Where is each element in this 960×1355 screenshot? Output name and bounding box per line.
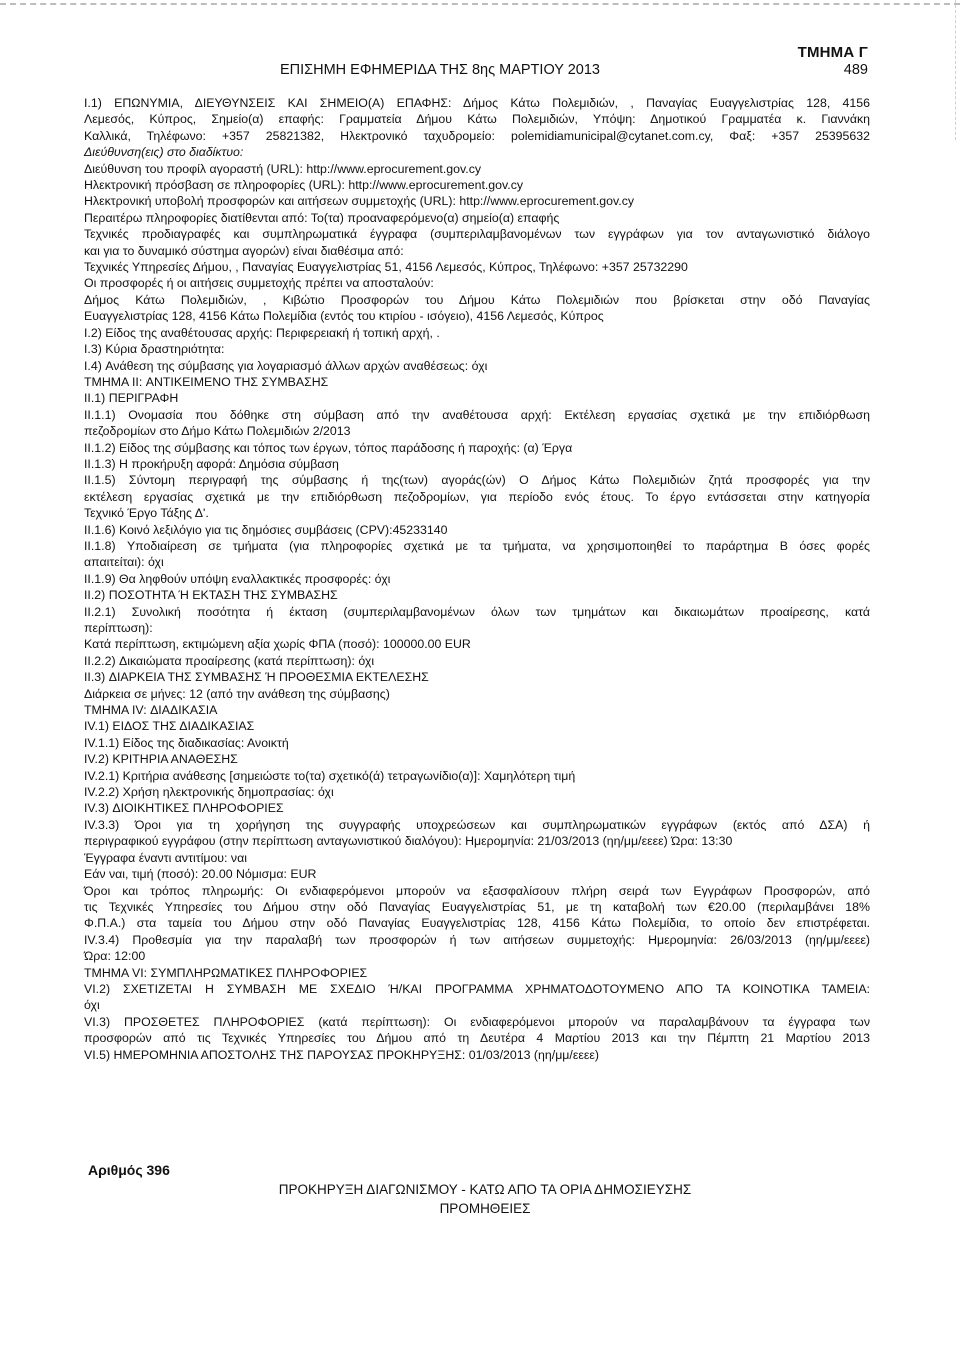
body-line: IV.1.1) Είδος της διαδικασίας: Ανοικτή bbox=[84, 735, 289, 750]
body-line: προσφορών από τις Τεχνικές Υπηρεσίες του Δήμου από τη Δευτέρα 4 Μαρτίου 2013 και την Πέμπτη 21 Μαρτίου 2013 bbox=[84, 1031, 870, 1046]
body-line: II.2.2) Δικαιώματα προαίρεσης (κατά περίπτωση): όχι bbox=[84, 653, 375, 668]
body-line: II.1.6) Κοινό λεξιλόγιο για τις δημόσιες συμβάσεις (CPV):45233140 bbox=[84, 522, 448, 537]
body-line: Λεμεσός, Κύπρος, Σημείο(α) επαφής: Γραμματεία Δήμου Κάτω Πολεμιδιών, Υπόψη: Δημοτικού Γραμματέα κ. Γιαννάκη bbox=[84, 112, 870, 127]
body-line: περίπτωση): bbox=[84, 621, 153, 635]
body-line: Όροι και τρόπος πληρωμής: Οι ενδιαφερόμενοι μπορούν να εξασφαλίσουν πλήρη σειρά των Εγγράφων Προσφορών, από bbox=[84, 883, 870, 898]
body-line: II.2) ΠΟΣΟΤΗΤΑ Ή ΕΚΤΑΣΗ ΤΗΣ ΣΥΜΒΑΣΗΣ bbox=[84, 588, 338, 603]
body-line: Οι προσφορές ή οι αιτήσεις συμμετοχής πρέπει να αποσταλούν: bbox=[84, 276, 434, 291]
body-line: II.2.1) Συνολική ποσότητα ή έκταση (συμπεριλαμβανομένων όλων των τμημάτων και δικαιωμάτων προαίρεσης, κατά bbox=[84, 604, 870, 619]
scan-right-edge bbox=[955, 0, 956, 140]
notice-number: Αριθμός 396 bbox=[88, 1162, 170, 1178]
body-line: απαιτείται): όχι bbox=[84, 555, 164, 570]
body-line: και για το δυναμικό σύστημα αγορών) είναι διαθέσιμα από: bbox=[84, 243, 404, 258]
body-line: Περαιτέρω πληροφορίες διατίθενται από: Το(τα) προαναφερόμενο(α) σημείο(α) επαφής bbox=[84, 210, 560, 225]
notice-title-line-1: ΠΡΟΚΗΡΥΞΗ ΔΙΑΓΩΝΙΣΜΟΥ - ΚΑΤΩ ΑΠΟ ΤΑ ΟΡΙΑ ΔΗΜΟΣΙΕΥΣΗΣ bbox=[278, 1182, 692, 1197]
body-line: Διεύθυνση του προφίλ αγοραστή (URL): http://www.eprocurement.gov.cy bbox=[84, 161, 482, 176]
gazette-title: ΕΠΙΣΗΜΗ ΕΦΗΜΕΡΙΔΑ ΤΗΣ 8ης ΜΑΡΤΙΟΥ 2013 bbox=[280, 62, 600, 78]
body-line: IV.1) ΕΙΔΟΣ ΤΗΣ ΔΙΑΔΙΚΑΣΙΑΣ bbox=[84, 719, 255, 734]
body-line: ΤΜΗΜΑ VI: ΣΥΜΠΛΗΡΩΜΑΤΙΚΕΣ ΠΛΗΡΟΦΟΡΙΕΣ bbox=[84, 965, 368, 980]
body-line: Ηλεκτρονική πρόσβαση σε πληροφορίες (URL): http://www.eprocurement.gov.cy bbox=[84, 178, 524, 193]
body-line: II.3) ΔΙΑΡΚΕΙΑ ΤΗΣ ΣΥΜΒΑΣΗΣ Ή ΠΡΟΘΕΣΜΙΑ ΕΚΤΕΛΕΣΗΣ bbox=[84, 670, 429, 685]
body-line: II.1.8) Υποδιαίρεση σε τμήματα (για πληροφορίες σχετικά με τα τμήματα, να χρησιμοποιηθεί το παράρτημα Β όσες φορές bbox=[84, 538, 870, 553]
body-line: Καλλικά, Τηλέφωνο: +357 25821382, Ηλεκτρονικό ταχυδρομείο: polemidiamunicipal@cytanet.com.cy, Φαξ: +357 25395632 bbox=[84, 128, 870, 143]
body-line: όχι bbox=[84, 998, 100, 1013]
body-line: Κατά περίπτωση, εκτιμώμενη αξία χωρίς ΦΠΑ (ποσό): 100000.00 EUR bbox=[84, 637, 471, 652]
notice-body bbox=[84, 95, 870, 1063]
body-line: IV.2.1) Κριτήρια ανάθεσης [σημειώστε το(τα) σχετικό(ά) τετραγωνίδιο(α)]: Χαμηλότερη τιμή bbox=[84, 768, 576, 783]
body-line: II.1.5) Σύντομη περιγραφή της σύμβασης ή της(των) αγοράς(ών) Ο Δήμος Κάτω Πολεμιδιών ζητά προσφορές για την bbox=[84, 473, 870, 488]
notice-title bbox=[255, 1180, 715, 1218]
body-line: I.3) Κύρια δραστηριότητα: bbox=[84, 342, 225, 357]
body-line: Εάν ναι, τιμή (ποσό): 20.00 Νόμισμα: EUR bbox=[84, 867, 317, 882]
body-line: περιγραφικού εγγράφου (στην περίπτωση ανταγωνιστικού διαλόγου): Ημερομηνία: 21/03/2013 (ηη/μμ/εεεε) Ώρα: 13:30 bbox=[84, 834, 733, 849]
scan-top-edge bbox=[0, 3, 960, 5]
body-line: Διεύθυνση(εις) στο διαδίκτυο: bbox=[84, 145, 244, 160]
body-line: εκτέλεση εργασίας σχετικά με την επιδιόρθωση πεζοδρομίων, για περίοδο ενός έτους. Το έργο εντάσσεται στην κατηγορία bbox=[84, 489, 870, 504]
body-line: II.1.1) Ονομασία που δόθηκε στη σύμβαση από την αναθέτουσα αρχή: Εκτέλεση εργασίας σχετικά με την επιδιόρθωση bbox=[84, 407, 870, 422]
body-line: I.2) Είδος της αναθέτουσας αρχής: Περιφερειακή ή τοπική αρχή, . bbox=[84, 325, 440, 340]
section-label: ΤΜΗΜΑ Γ bbox=[797, 44, 868, 61]
body-line: IV.3.4) Προθεσμία για την παραλαβή των προσφορών ή των αιτήσεων συμμετοχής: Ημερομηνία: 26/03/2013 (ηη/μμ/εεεε) bbox=[84, 932, 870, 947]
body-line: Ώρα: 12:00 bbox=[84, 949, 146, 964]
body-line: II.1.3) Η προκήρυξη αφορά: Δημόσια σύμβαση bbox=[84, 456, 339, 471]
body-line: Διάρκεια σε μήνες: 12 (από την ανάθεση της σύμβασης) bbox=[84, 686, 390, 701]
body-line: VI.5) ΗΜΕΡΟΜΗΝΙΑ ΑΠΟΣΤΟΛΗΣ ΤΗΣ ΠΑΡΟΥΣΑΣ ΠΡΟΚΗΡΥΞΗΣ: 01/03/2013 (ηη/μμ/εεεε) bbox=[84, 1047, 599, 1062]
body-line: VI.2) ΣΧΕΤΙΖΕΤΑΙ Η ΣΥΜΒΑΣΗ ΜΕ ΣΧΕΔΙΟ Ή/ΚΑΙ ΠΡΟΓΡΑΜΜΑ ΧΡΗΜΑΤΟΔΟΤΟΥΜΕΝΟ ΑΠΟ ΤΑ ΚΟΙΝΟΤΙΚΑ ΤΑΜΕΙΑ: bbox=[84, 981, 870, 996]
body-line: Ευαγγελιστρίας 128, 4156 Κάτω Πολεμίδια (εντός του κτιρίου - ισόγειο), 4156 Λεμεσός, Κύπρος bbox=[84, 309, 604, 324]
body-line: IV.3) ΔΙΟΙΚΗΤΙΚΕΣ ΠΛΗΡΟΦΟΡΙΕΣ bbox=[84, 801, 284, 816]
body-line: Φ.Π.Α.) στα ταμεία του Δήμου στην οδό Παναγίας Ευαγγελιστρίας 128, 4156 Κάτω Πολεμίδια, το οποίο δεν επιστρέφεται. bbox=[84, 916, 870, 931]
body-line: Έγγραφα έναντι αντιτίμου: ναι bbox=[84, 850, 247, 865]
page-number: 489 bbox=[843, 62, 868, 78]
body-line: Τεχνικό Έργο Τάξης Δ'. bbox=[84, 506, 209, 521]
body-line: II.1.2) Είδος της σύμβασης και τόπος των έργων, τόπος παράδοσης ή παροχής: (α) Έργα bbox=[84, 440, 573, 455]
body-line: ΤΜΗΜΑ IV: ΔΙΑΔΙΚΑΣΙΑ bbox=[84, 703, 218, 718]
body-line: II.1.9) Θα ληφθούν υπόψη εναλλακτικές προσφορές: όχι bbox=[84, 571, 391, 586]
body-line: II.1) ΠΕΡΙΓΡΑΦΗ bbox=[84, 391, 179, 406]
body-line: Τεχνικές προδιαγραφές και συμπληρωματικά έγγραφα (συμπεριλαμβανομένων των εγγράφων για τον ανταγωνιστικό διάλογο bbox=[84, 227, 870, 242]
body-line: τις Τεχνικές Υπηρεσίες του Δήμου στην οδό Παναγίας Ευαγγελιστρίας 51, με τη καταβολή των €20.00 (περιλαμβάνει 18% bbox=[84, 899, 870, 914]
body-line: ΤΜΗΜΑ II: ΑΝΤΙΚΕΙΜΕΝΟ ΤΗΣ ΣΥΜΒΑΣΗΣ bbox=[84, 374, 329, 389]
body-line: I.1) ΕΠΩΝΥΜΙΑ, ΔΙΕΥΘΥΝΣΕΙΣ ΚΑΙ ΣΗΜΕΙΟ(Α) ΕΠΑΦΗΣ: Δήμος Κάτω Πολεμιδιών, , Παναγίας Ευαγγελιστρίας 128, 4156 bbox=[84, 96, 870, 110]
body-line: VI.3) ΠΡΟΣΘΕΤΕΣ ΠΛΗΡΟΦΟΡΙΕΣ (κατά περίπτωση): Οι ενδιαφερόμενοι μπορούν να παραλαμβάνουν τα έγγραφα των bbox=[84, 1014, 870, 1029]
body-line: IV.2.2) Χρήση ηλεκτρονικής δημοπρασίας: όχι bbox=[84, 785, 334, 800]
body-line: Ηλεκτρονική υποβολή προσφορών και αιτήσεων συμμετοχής (URL): http://www.eprocurement.gov.cy bbox=[84, 194, 635, 209]
body-line: I.4) Ανάθεση της σύμβασης για λογαριασμό άλλων αρχών αναθέσεως: όχι bbox=[84, 358, 488, 373]
body-line: Τεχνικές Υπηρεσίες Δήμου, , Παναγίας Ευαγγελιστρίας 51, 4156 Λεμεσός, Κύπρος, Τηλέφωνο: +357 25732290 bbox=[84, 260, 688, 275]
body-line: πεζοδρομίων στο Δήμο Κάτω Πολεμιδιών 2/2013 bbox=[84, 424, 351, 439]
body-line: Δήμος Κάτω Πολεμιδιών, , Κιβώτιο Προσφορών του Δήμου Κάτω Πολεμιδιών που βρίσκεται στην οδό Παναγίας bbox=[84, 292, 870, 307]
body-line: IV.3.3) Όροι για τη χορήγηση της συγγραφής υποχρεώσεων και συμπληρωματικών εγγράφων (εκτός από ΔΣΑ) ή bbox=[84, 817, 870, 832]
notice-title-line-2: ΠΡΟΜΗΘΕΙΕΣ bbox=[439, 1201, 531, 1216]
body-line: IV.2) ΚΡΙΤΗΡΙΑ ΑΝΑΘΕΣΗΣ bbox=[84, 752, 238, 767]
